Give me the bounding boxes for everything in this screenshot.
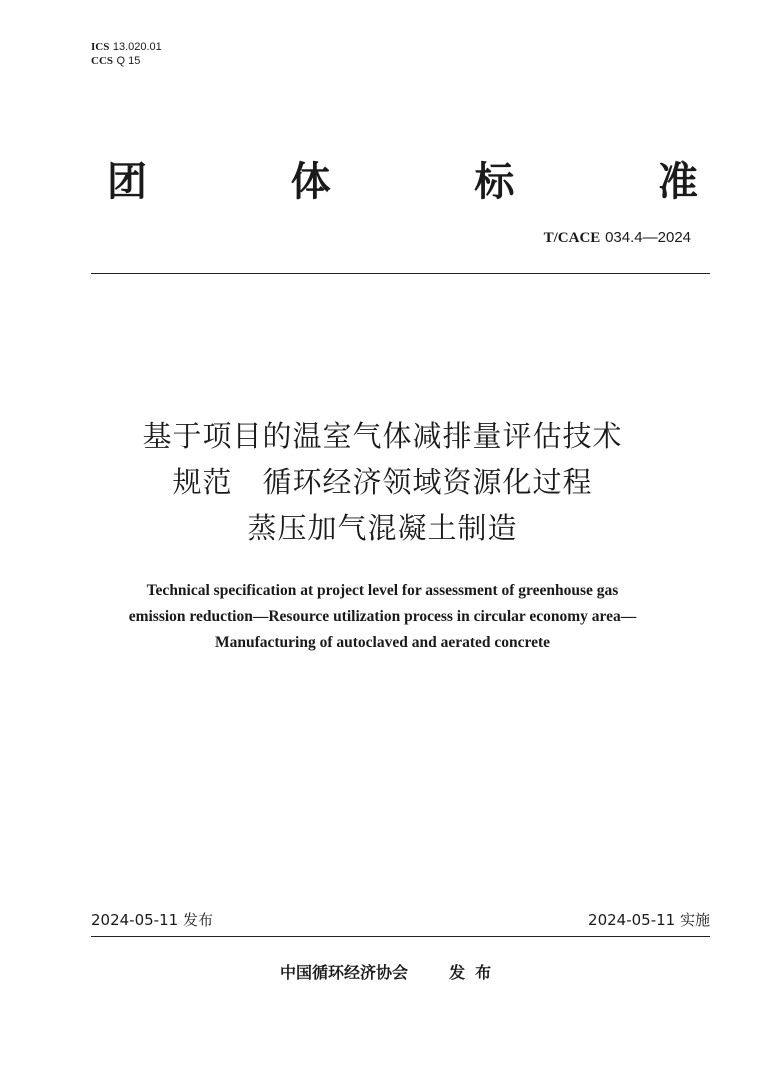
top-divider (91, 273, 710, 274)
standard-number-prefix: T/CACE (543, 230, 601, 246)
publisher-organization: 中国循环经济协会 (280, 963, 409, 982)
chinese-title (60, 413, 705, 551)
standard-type-char: 标 (474, 158, 515, 205)
standard-number-value: 034.4—2024 (605, 229, 691, 246)
standard-type-char: 团 (107, 158, 147, 205)
english-title-line: emission reduction—Resource utilization process in circular economy area— (128, 608, 637, 625)
ccs-code (91, 54, 162, 68)
standard-number (544, 228, 691, 247)
chinese-title-line: 基于项目的温室气体减排量评估技术 (142, 419, 623, 453)
classification-codes (91, 40, 162, 68)
ccs-label: CCS (91, 55, 114, 67)
standard-type-char: 准 (657, 158, 698, 205)
english-title-line: Technical specification at project level for assessment of greenhouse gas (146, 582, 619, 599)
english-title-line: Manufacturing of autoclaved and aerated concrete (214, 634, 551, 651)
implement-date: 2024-05-11 实施 (588, 911, 710, 929)
ccs-value: Q 15 (116, 55, 141, 67)
english-title (70, 578, 695, 656)
standard-type-char: 体 (290, 158, 331, 205)
publisher-action: 发布 (449, 963, 502, 982)
bottom-divider (91, 936, 710, 937)
standard-type-heading (91, 150, 710, 206)
publisher (280, 960, 501, 983)
chinese-title-line: 规范 循环经济领域资源化过程 (172, 465, 593, 499)
ics-value: 13.020.01 (112, 41, 162, 53)
publish-date: 2024-05-11 发布 (91, 911, 213, 929)
ics-code (91, 40, 162, 54)
dates-row (91, 909, 710, 930)
chinese-title-line: 蒸压加气混凝土制造 (247, 511, 518, 545)
ics-label: ICS (91, 41, 110, 53)
